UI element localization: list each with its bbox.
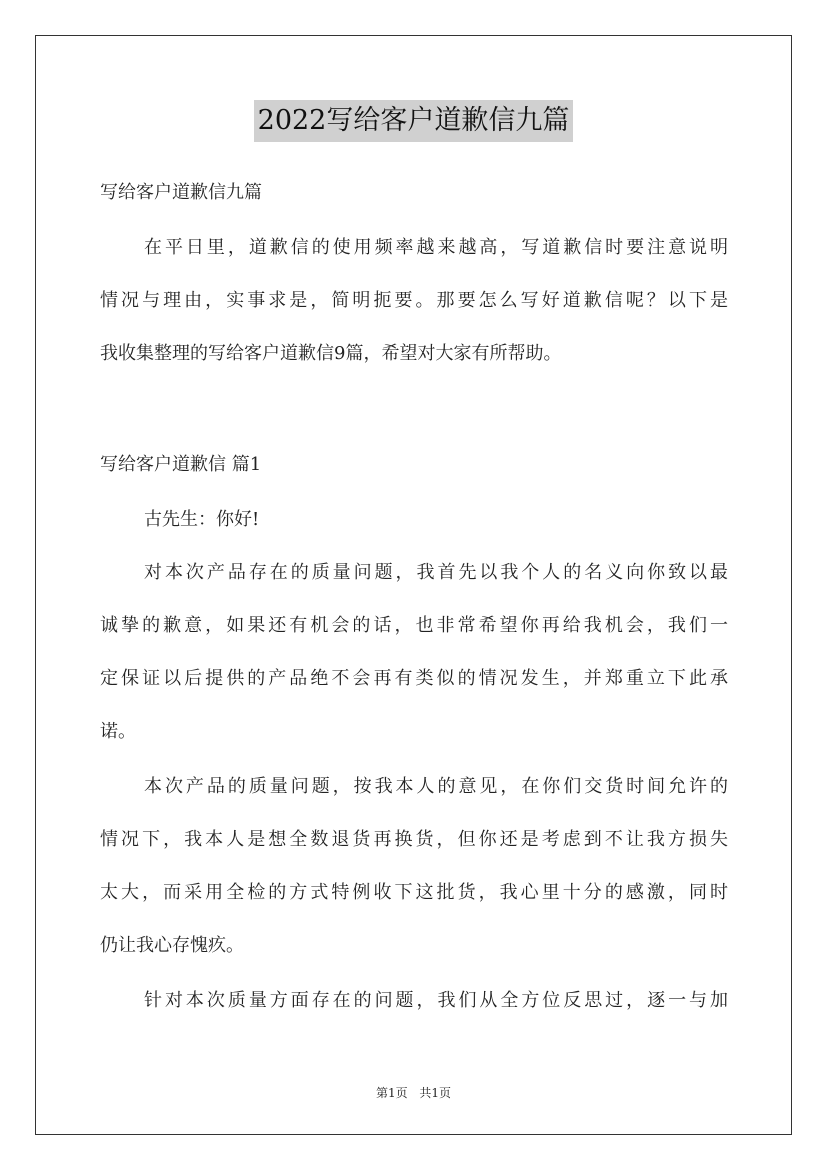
paragraph-line: 诚挚的歉意，如果还有机会的话，也非常希望你再给我机会，我们一 — [100, 615, 728, 636]
intro-line: 情况与理由，实事求是，简明扼要。那要怎么写好道歉信呢？以下是 — [100, 290, 728, 311]
paragraph-line: 定保证以后提供的产品绝不会再有类似的情况发生，并郑重立下此承 — [100, 668, 728, 689]
section-heading: 写给客户道歉信 篇1 — [100, 454, 262, 475]
intro-line: 我收集整理的写给客户道歉信9篇，希望对大家有所帮助。 — [100, 343, 562, 364]
paragraph-line: 太大，而采用全检的方式特例收下这批货，我心里十分的感激，同时 — [100, 882, 728, 903]
paragraph-line: 对本次产品存在的质量问题，我首先以我个人的名义向你致以最 — [144, 562, 728, 583]
subtitle: 写给客户道歉信九篇 — [100, 182, 262, 203]
page-total: 共1页 — [419, 1086, 452, 1100]
document-title: 2022写给客户道歉信九篇 — [254, 100, 574, 142]
page-footer — [0, 1084, 827, 1101]
salutation: 古先生：你好! — [144, 509, 260, 530]
paragraph-line: 仍让我心存愧疚。 — [100, 935, 244, 956]
paragraph-line: 针对本次质量方面存在的问题，我们从全方位反思过，逐一与加 — [144, 990, 728, 1011]
intro-line: 在平日里，道歉信的使用频率越来越高，写道歉信时要注意说明 — [144, 237, 728, 258]
paragraph-line: 诺。 — [100, 721, 136, 742]
paragraph-line: 本次产品的质量问题，按我本人的意见，在你们交货时间允许的 — [144, 776, 728, 797]
paragraph-line: 情况下，我本人是想全数退货再换货，但你还是考虑到不让我方损失 — [100, 829, 728, 850]
title-container — [0, 100, 827, 142]
page-number: 第1页 — [375, 1086, 408, 1100]
